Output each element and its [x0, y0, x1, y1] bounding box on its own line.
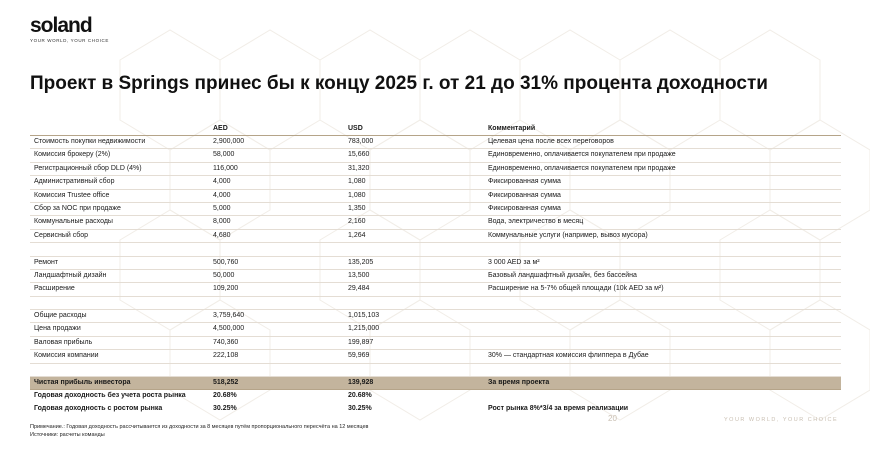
row-label: Комиссия компании — [34, 352, 99, 360]
logo-tagline: YOUR WORLD, YOUR CHOICE — [30, 38, 109, 43]
value-usd: 1,215,000 — [348, 325, 380, 333]
footer-tagline: YOUR WORLD, YOUR CHOICE — [724, 417, 839, 423]
value-aed: 58,000 — [213, 151, 235, 159]
footnote — [30, 424, 368, 439]
value-aed: 4,000 — [213, 191, 231, 199]
comment: Коммунальные услуги (например, вывоз мусора) — [488, 231, 648, 239]
row-label: Коммунальные расходы — [34, 218, 113, 226]
footnote-note: Примечание.: Годовая доходность рассчитывается из доходности за 8 месяцев путём пропорционального пересчёта на 12 месяцев — [30, 424, 369, 430]
row-label: Комиссия Trustee office — [34, 191, 110, 199]
value-aed: 2,900,000 — [213, 138, 245, 145]
value-aed: 30.25% — [213, 404, 237, 412]
table-header-row — [30, 123, 841, 136]
value-usd: 1,350 — [348, 204, 366, 212]
table-spacer-row — [30, 243, 841, 256]
table-body — [30, 136, 841, 415]
table-row — [30, 203, 841, 216]
comment: Рост рынка 8%*3/4 за время реализации — [488, 404, 629, 412]
comment: Единовременно, оплачивается покупателем при продаже — [488, 151, 676, 159]
footnote-sources: Источники: расчеты команды — [30, 431, 105, 438]
value-usd: 1,264 — [348, 231, 366, 239]
comment: Базовый ландшафтный дизайн, без бассейна — [488, 271, 637, 279]
table-row — [30, 257, 841, 270]
table-row — [30, 230, 841, 243]
row-label: Цена продажи — [34, 325, 81, 333]
row-label: Административный сбор — [34, 178, 115, 186]
table-row — [30, 377, 841, 390]
table-row — [30, 350, 841, 363]
row-label: Ландшафтный дизайн — [34, 271, 107, 279]
comment: Целевая цена после всех переговоров — [488, 138, 614, 145]
table-row — [30, 163, 841, 176]
value-aed: 3,759,640 — [213, 312, 245, 320]
row-label: Комиссия брокеру (2%) — [34, 151, 111, 159]
value-aed: 4,500,000 — [213, 325, 245, 333]
table-row — [30, 283, 841, 296]
value-usd: 31,320 — [348, 164, 370, 172]
table-row — [30, 176, 841, 189]
brand-logo — [30, 15, 109, 43]
comment: За время проекта — [488, 379, 550, 387]
row-label: Сбор за NOC при продаже — [34, 204, 121, 212]
comment: Единовременно, оплачивается покупателем при продаже — [488, 164, 676, 172]
value-aed: 109,200 — [213, 285, 239, 293]
comment: Фиксированная сумма — [488, 191, 561, 199]
table-row — [30, 190, 841, 203]
value-aed: 500,760 — [213, 258, 239, 266]
table-row — [30, 390, 841, 402]
value-aed: 116,000 — [213, 164, 238, 172]
row-label: Годовая доходность с ростом рынка — [34, 404, 163, 412]
value-usd: 20.68% — [348, 392, 372, 400]
financial-table — [30, 123, 841, 415]
table-row — [30, 216, 841, 229]
value-aed: 8,000 — [213, 218, 231, 226]
row-label: Валовая прибыль — [34, 338, 93, 346]
header-cell-comment: Комментарий — [488, 125, 536, 132]
value-usd: 783,000 — [348, 138, 374, 145]
comment: Фиксированная сумма — [488, 204, 561, 212]
value-usd: 29,484 — [348, 285, 370, 293]
value-usd: 13,500 — [348, 271, 370, 279]
comment: 30% — стандартная комиссия флиппера в Дубае — [488, 352, 649, 360]
table-spacer-row — [30, 297, 841, 310]
value-aed: 518,252 — [213, 379, 239, 387]
value-usd: 2,160 — [348, 218, 366, 226]
comment: 3 000 AED за м² — [488, 258, 540, 266]
table-row — [30, 149, 841, 162]
value-usd: 59,969 — [348, 352, 370, 360]
value-aed: 20.68% — [213, 392, 237, 400]
row-label: Общие расходы — [34, 312, 87, 320]
value-usd: 1,080 — [348, 191, 366, 199]
value-aed: 4,000 — [213, 178, 231, 186]
comment: Расширение на 5-7% общей площади (10k AED за м²) — [488, 285, 664, 293]
row-label: Чистая прибыль инвестора — [34, 379, 131, 387]
value-usd: 135,205 — [348, 258, 374, 266]
value-aed: 740,360 — [213, 338, 239, 346]
value-usd: 1,080 — [348, 178, 366, 186]
table-row — [30, 310, 841, 323]
value-aed: 50,000 — [213, 271, 235, 279]
value-usd: 139,928 — [348, 379, 374, 387]
logo-wordmark: soland — [30, 14, 92, 37]
page-number: 20 — [608, 414, 617, 423]
row-label: Сервисный сбор — [34, 231, 89, 239]
row-label: Расширение — [34, 285, 75, 293]
header-cell-usd: USD — [348, 125, 363, 132]
table-row — [30, 403, 841, 415]
value-aed: 4,680 — [213, 231, 231, 239]
table-row — [30, 136, 841, 149]
value-usd: 1,015,103 — [348, 312, 380, 320]
value-aed: 5,000 — [213, 204, 231, 212]
table-row — [30, 323, 841, 336]
value-usd: 30.25% — [348, 404, 372, 412]
table-row — [30, 337, 841, 350]
row-label: Регистрационный сбор DLD (4%) — [34, 164, 142, 172]
page-title: Проект в Springs принес бы к концу 2025 г. от 21 до 31% процента доходности — [30, 73, 768, 94]
header-cell-aed: AED — [213, 125, 228, 132]
row-label: Ремонт — [34, 258, 59, 266]
value-usd: 15,660 — [348, 151, 370, 159]
table-spacer-row — [30, 364, 841, 377]
value-aed: 222,108 — [213, 352, 239, 360]
row-label: Стоимость покупки недвижимости — [34, 138, 146, 145]
comment: Фиксированная сумма — [488, 178, 561, 186]
table-row — [30, 270, 841, 283]
value-usd: 199,897 — [348, 338, 374, 346]
row-label: Годовая доходность без учета роста рынка — [34, 392, 186, 400]
comment: Вода, электричество в месяц — [488, 218, 584, 226]
